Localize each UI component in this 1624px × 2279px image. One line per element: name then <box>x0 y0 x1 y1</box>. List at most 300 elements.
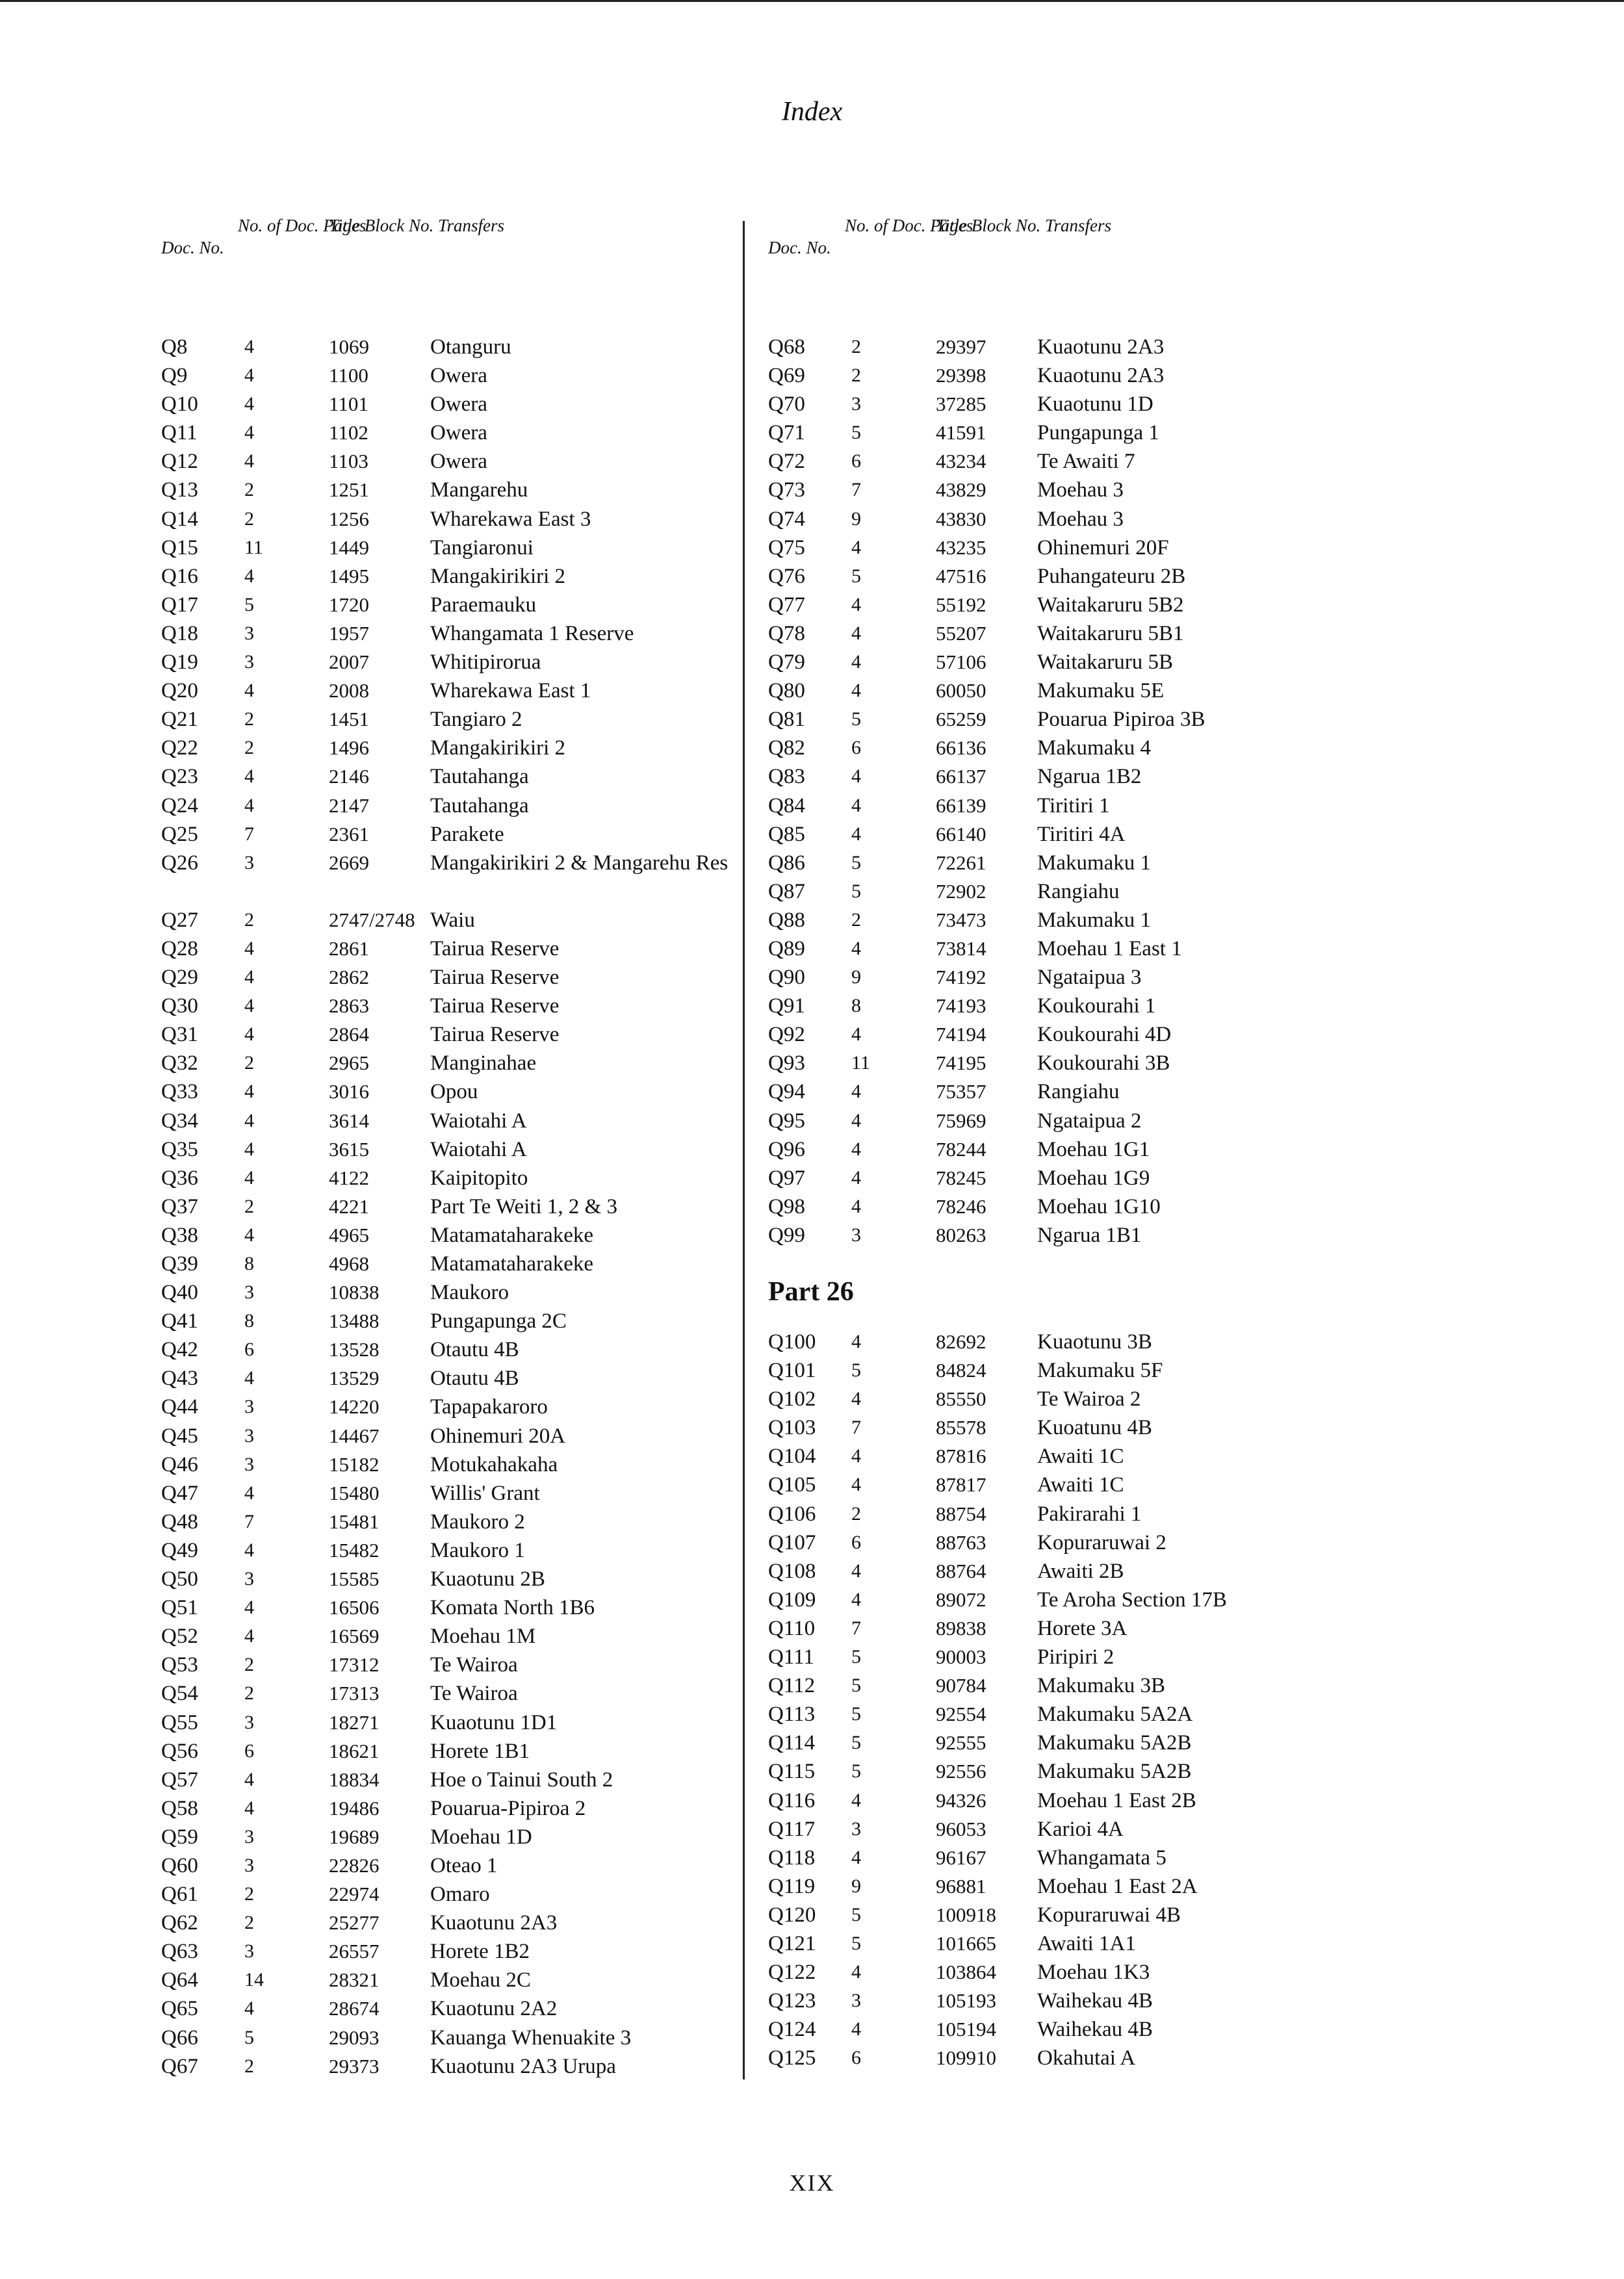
block-name: Moehau 1G10 <box>1037 1194 1161 1218</box>
doc-number: Q112 <box>768 1674 816 1698</box>
title-block-number: 22826 <box>329 1853 380 1877</box>
index-row <box>768 1786 1340 1815</box>
index-row <box>768 1221 1340 1250</box>
doc-number: Q83 <box>768 765 805 789</box>
doc-number: Q80 <box>768 679 805 703</box>
index-row <box>768 1107 1340 1135</box>
header-title-block: Title Block No. Transfers <box>329 216 505 235</box>
page-count: 2 <box>851 336 861 357</box>
page-count: 8 <box>851 995 861 1017</box>
index-row <box>161 619 733 648</box>
title-block-number: 66136 <box>936 736 986 760</box>
doc-number: Q74 <box>768 507 805 531</box>
title-block-number: 28674 <box>329 1997 380 2020</box>
left-column <box>161 214 733 2081</box>
title-block-number: 18834 <box>329 1768 380 1791</box>
index-row <box>768 1557 1340 1586</box>
index-row <box>161 734 733 762</box>
block-name: Kuaotunu 2A3 <box>430 1911 558 1935</box>
title-block-number: 2864 <box>329 1023 369 1046</box>
block-name: Kuaotunu 2A2 <box>430 1997 558 2021</box>
title-block-number: 2361 <box>329 822 369 845</box>
index-row <box>161 390 733 418</box>
doc-number: Q16 <box>161 564 198 588</box>
doc-number: Q91 <box>768 994 805 1018</box>
block-name: Koukourahi 4D <box>1037 1023 1172 1047</box>
doc-number: Q9 <box>161 364 188 388</box>
index-row <box>161 1107 733 1135</box>
page-count: 4 <box>244 1797 254 1819</box>
page-count: 4 <box>851 2018 861 2041</box>
index-row <box>768 534 1340 562</box>
page-count: 9 <box>851 508 861 530</box>
index-row <box>161 505 733 534</box>
block-name: Wharekawa East 1 <box>430 679 591 703</box>
index-row <box>768 591 1340 619</box>
doc-number: Q79 <box>768 650 805 675</box>
doc-number: Q36 <box>161 1166 198 1190</box>
title-block-number: 18271 <box>329 1710 380 1734</box>
doc-number: Q39 <box>161 1252 198 1276</box>
block-name: Moehau 1K3 <box>1037 1961 1150 1985</box>
doc-number: Q93 <box>768 1051 805 1075</box>
page-count: 4 <box>244 1081 254 1103</box>
doc-number: Q22 <box>161 736 198 760</box>
doc-number: Q30 <box>161 994 198 1018</box>
block-name: Waiu <box>430 908 475 932</box>
block-name: Ngarua 1B2 <box>1037 765 1142 789</box>
title-block-number: 1103 <box>329 450 368 473</box>
index-row <box>161 1364 733 1393</box>
index-row <box>161 705 733 734</box>
block-name: Kuaotunu 1D1 <box>430 1710 558 1734</box>
page-count: 4 <box>851 1846 861 1868</box>
page-count: 2 <box>244 1654 254 1676</box>
index-row <box>768 2015 1340 2044</box>
title-block-number: 78246 <box>936 1194 986 1218</box>
title-block-number: 16569 <box>329 1625 380 1648</box>
title-block-number: 96881 <box>936 1874 986 1898</box>
title-block-number: 74192 <box>936 966 986 989</box>
block-name: Makumaku 5E <box>1037 679 1165 703</box>
title-block-number: 90003 <box>936 1645 986 1669</box>
page-count: 2 <box>244 737 254 759</box>
title-block-number: 1957 <box>329 621 369 645</box>
title-block-number: 60050 <box>936 679 986 702</box>
doc-number: Q103 <box>768 1416 816 1440</box>
index-row <box>768 1077 1340 1106</box>
doc-number: Q27 <box>161 908 198 932</box>
title-block-number: 15480 <box>329 1481 380 1504</box>
page-count: 5 <box>851 1675 861 1697</box>
page-count: 7 <box>851 1617 861 1639</box>
block-name: Omaro <box>430 1883 490 1907</box>
page-count: 4 <box>851 622 861 644</box>
doc-number: Q25 <box>161 822 198 846</box>
title-block-number: 80263 <box>936 1223 986 1246</box>
title-block-number: 75969 <box>936 1109 986 1132</box>
block-name: Kuaotunu 1D <box>1037 393 1154 417</box>
index-row <box>768 934 1340 963</box>
doc-number: Q42 <box>161 1338 198 1362</box>
block-name: Kuaotunu 3B <box>1037 1330 1152 1354</box>
doc-number: Q48 <box>161 1510 198 1534</box>
title-block-number: 13488 <box>329 1309 380 1333</box>
page-count: 4 <box>244 1024 254 1046</box>
title-block-number: 4965 <box>329 1223 369 1246</box>
index-row <box>161 361 733 390</box>
doc-number: Q76 <box>768 564 805 588</box>
page-count: 2 <box>244 1912 254 1934</box>
block-name: Wharekawa East 3 <box>430 507 591 531</box>
doc-number: Q124 <box>768 2018 816 2042</box>
page-count: 5 <box>851 1646 861 1668</box>
header-no-of-pages: No. of Doc. Pages <box>238 216 367 235</box>
index-row <box>161 1823 733 1851</box>
doc-number: Q87 <box>768 879 805 903</box>
page-count: 4 <box>851 1388 861 1410</box>
title-block-number: 1102 <box>329 421 368 444</box>
block-name: Waitakaruru 5B1 <box>1037 621 1184 645</box>
block-name: Owera <box>430 421 487 445</box>
title-block-number: 1069 <box>329 335 369 358</box>
page-count: 4 <box>851 1331 861 1352</box>
index-row <box>768 476 1340 504</box>
title-block-number: 1495 <box>329 564 369 587</box>
doc-number: Q35 <box>161 1137 198 1161</box>
index-row <box>768 1356 1340 1385</box>
index-row <box>768 333 1340 361</box>
doc-number: Q110 <box>768 1616 816 1640</box>
doc-number: Q66 <box>161 2026 198 2050</box>
block-name: Whangamata 1 Reserve <box>430 621 634 645</box>
title-block-number: 3614 <box>329 1109 369 1132</box>
doc-number: Q105 <box>768 1473 816 1497</box>
index-row <box>768 1700 1340 1729</box>
index-row <box>161 1049 733 1077</box>
title-block-number: 22974 <box>329 1883 380 1906</box>
page-count: 8 <box>244 1310 254 1332</box>
page-count: 2 <box>851 908 861 931</box>
doc-number: Q8 <box>161 335 188 359</box>
page-count: 4 <box>244 1367 254 1389</box>
index-row <box>161 992 733 1020</box>
page-count: 4 <box>244 365 254 387</box>
doc-number: Q118 <box>768 1846 816 1870</box>
title-block-number: 92555 <box>936 1731 986 1755</box>
block-name: Awaiti 1A1 <box>1037 1931 1136 1955</box>
block-name: Moehau 1M <box>430 1625 536 1649</box>
part-26-index-list <box>768 1328 1340 2072</box>
block-name: Rangiahu <box>1037 1080 1120 1104</box>
title-block-number: 14467 <box>329 1424 380 1447</box>
doc-number: Q45 <box>161 1424 198 1448</box>
index-row <box>768 505 1340 534</box>
block-name: Motukahakaha <box>430 1452 558 1476</box>
page-count: 4 <box>851 1588 861 1610</box>
block-name: Karioi 4A <box>1037 1817 1124 1841</box>
doc-number: Q62 <box>161 1911 198 1935</box>
doc-number: Q90 <box>768 966 805 990</box>
title-block-number: 82692 <box>936 1330 986 1353</box>
index-row <box>768 390 1340 418</box>
doc-number: Q28 <box>161 936 198 960</box>
page-count: 7 <box>244 823 254 845</box>
index-row <box>768 447 1340 476</box>
index-row <box>161 1221 733 1250</box>
page-count: 4 <box>851 1789 861 1811</box>
index-row <box>161 562 733 591</box>
block-name: Waitakaruru 5B2 <box>1037 593 1184 617</box>
doc-number: Q31 <box>161 1023 198 1047</box>
doc-number: Q114 <box>768 1731 816 1755</box>
doc-number: Q82 <box>768 736 805 760</box>
doc-number: Q69 <box>768 364 805 388</box>
title-block-number: 1496 <box>329 736 369 760</box>
header-no-of-pages: No. of Doc. Pages <box>845 216 973 235</box>
index-row <box>161 1020 733 1049</box>
page-count: 3 <box>244 851 254 873</box>
index-row <box>161 1250 733 1278</box>
title-block-number: 2861 <box>329 936 369 960</box>
title-block-number: 92556 <box>936 1760 986 1783</box>
doc-number: Q106 <box>768 1502 816 1526</box>
title-block-number: 1256 <box>329 507 369 530</box>
index-row <box>161 1966 733 1994</box>
title-block-number: 43829 <box>936 478 986 502</box>
block-name: Tiritiri 1 <box>1037 793 1110 818</box>
title-block-number: 55207 <box>936 621 986 645</box>
page-count: 8 <box>244 1253 254 1274</box>
block-name: Opou <box>430 1080 478 1104</box>
page-count: 3 <box>244 651 254 673</box>
page-count: 3 <box>851 1224 861 1246</box>
index-row <box>161 1565 733 1593</box>
index-row <box>768 734 1340 762</box>
index-row <box>768 1987 1340 2015</box>
page-count: 3 <box>244 622 254 644</box>
page-count: 3 <box>244 1453 254 1475</box>
index-row <box>161 1479 733 1508</box>
title-block-number: 78244 <box>936 1137 986 1161</box>
page-count: 4 <box>244 565 254 587</box>
title-block-number: 1449 <box>329 535 369 559</box>
title-block-number: 2863 <box>329 994 369 1018</box>
index-row <box>161 1794 733 1823</box>
page-count: 4 <box>851 1166 861 1189</box>
block-name: Moehau 3 <box>1037 507 1124 531</box>
page-count: 11 <box>851 1052 870 1074</box>
block-name: Tairua Reserve <box>430 966 560 990</box>
title-block-number: 84824 <box>936 1359 986 1382</box>
title-block-number: 89838 <box>936 1616 986 1640</box>
title-block-number: 2965 <box>329 1051 369 1075</box>
doc-number: Q10 <box>161 393 198 417</box>
index-row <box>768 963 1340 992</box>
doc-number: Q21 <box>161 708 198 732</box>
title-block-number: 43234 <box>936 450 986 473</box>
index-row <box>768 648 1340 676</box>
page-count: 4 <box>851 651 861 673</box>
doc-number: Q117 <box>768 1817 816 1841</box>
block-name: Tautahanga <box>430 765 529 789</box>
title-block-number: 17313 <box>329 1682 380 1705</box>
index-row <box>768 1815 1340 1844</box>
title-block-number: 85550 <box>936 1387 986 1411</box>
title-block-number: 43235 <box>936 535 986 559</box>
block-name: Pungapunga 2C <box>430 1309 567 1333</box>
index-row <box>161 476 733 504</box>
block-name: Makumaku 1 <box>1037 908 1152 932</box>
block-name: Moehau 1 East 2A <box>1037 1874 1198 1898</box>
doc-number: Q20 <box>161 679 198 703</box>
block-name: Horete 1B2 <box>430 1940 530 1964</box>
doc-number: Q113 <box>768 1703 816 1727</box>
index-row <box>768 1413 1340 1442</box>
index-row <box>768 562 1340 591</box>
page-count: 4 <box>244 1597 254 1619</box>
title-block-number: 4221 <box>329 1194 369 1218</box>
page-count: 2 <box>244 1052 254 1074</box>
title-block-number: 96053 <box>936 1817 986 1840</box>
page-count: 5 <box>851 880 861 902</box>
block-name: Waiotahi A <box>430 1137 527 1161</box>
index-row <box>768 1901 1340 1929</box>
page-count: 6 <box>244 1740 254 1762</box>
title-block-number: 74194 <box>936 1023 986 1046</box>
title-block-number: 2747/2748 <box>329 908 415 931</box>
index-row <box>768 792 1340 820</box>
block-name: Moehau 1 East 1 <box>1037 936 1182 960</box>
page-count: 4 <box>851 1560 861 1582</box>
column-divider <box>743 221 745 2079</box>
page-count: 4 <box>244 1138 254 1160</box>
doc-number: Q109 <box>768 1588 816 1612</box>
block-name: Tangiaronui <box>430 535 534 560</box>
doc-number: Q23 <box>161 765 198 789</box>
page-count: 11 <box>244 536 263 558</box>
title-block-number: 26557 <box>329 1940 380 1963</box>
header-title-block: Title Block No. Transfers <box>936 216 1112 235</box>
block-name: Ngataipua 3 <box>1037 966 1142 990</box>
block-name: Makumaku 1 <box>1037 851 1152 875</box>
doc-number: Q86 <box>768 851 805 875</box>
doc-number: Q32 <box>161 1051 198 1075</box>
block-name: Makumaku 5A2B <box>1037 1760 1192 1784</box>
page-count: 7 <box>851 479 861 501</box>
doc-number: Q89 <box>768 936 805 960</box>
block-name: Owera <box>430 364 487 388</box>
block-name: Ngarua 1B1 <box>1037 1223 1142 1247</box>
block-name: Kopuraruwai 2 <box>1037 1530 1166 1554</box>
page-count: 6 <box>851 737 861 759</box>
index-row <box>768 361 1340 390</box>
block-name: Tairua Reserve <box>430 936 560 960</box>
doc-number: Q41 <box>161 1309 198 1333</box>
block-name: Kaipitopito <box>430 1166 528 1190</box>
page-count: 2 <box>244 1195 254 1217</box>
doc-number: Q65 <box>161 1997 198 2021</box>
doc-number: Q24 <box>161 793 198 818</box>
page-count: 4 <box>244 937 254 959</box>
page-count: 5 <box>851 1903 861 1925</box>
index-row <box>161 1622 733 1651</box>
doc-number: Q60 <box>161 1853 198 1877</box>
doc-number: Q95 <box>768 1109 805 1133</box>
doc-number: Q53 <box>161 1653 198 1677</box>
block-name: Manginahae <box>430 1051 537 1075</box>
index-row <box>768 705 1340 734</box>
index-row <box>768 1614 1340 1643</box>
block-name: Kuaotunu 2A3 <box>1037 335 1165 359</box>
block-name: Kuaotunu 2B <box>430 1567 545 1591</box>
page-count: 4 <box>244 794 254 816</box>
page-count: 5 <box>851 1703 861 1725</box>
doc-number: Q17 <box>161 593 198 617</box>
page-count: 2 <box>244 479 254 501</box>
page-count: 3 <box>244 1825 254 1848</box>
doc-number: Q85 <box>768 822 805 846</box>
doc-number: Q54 <box>161 1682 198 1706</box>
block-name: Moehau 1 East 2B <box>1037 1788 1196 1812</box>
header-doc-no: Doc. No. <box>161 238 224 257</box>
title-block-number: 19689 <box>329 1825 380 1848</box>
index-row <box>768 1500 1340 1528</box>
index-row <box>768 1164 1340 1192</box>
page-count: 4 <box>851 1961 861 1983</box>
index-row <box>768 1844 1340 1872</box>
title-block-number: 1100 <box>329 364 368 387</box>
column-headers <box>768 214 1340 312</box>
block-name: Awaiti 1C <box>1037 1445 1124 1469</box>
doc-number: Q70 <box>768 393 805 417</box>
index-row <box>768 1442 1340 1471</box>
page-count: 3 <box>244 1396 254 1418</box>
doc-number: Q56 <box>161 1739 198 1763</box>
title-block-number: 103864 <box>936 1961 996 1984</box>
index-row <box>768 2044 1340 2072</box>
index-row <box>161 963 733 992</box>
title-block-number: 105194 <box>936 2018 996 2041</box>
doc-number: Q68 <box>768 335 805 359</box>
part-heading: Part 26 <box>768 1277 854 1307</box>
doc-number: Q37 <box>161 1194 198 1218</box>
block-name: Tairua Reserve <box>430 1023 560 1047</box>
index-row <box>768 1872 1340 1901</box>
block-name: Rangiahu <box>1037 879 1120 903</box>
block-name: Part Te Weiti 1, 2 & 3 <box>430 1194 618 1218</box>
page-count: 7 <box>244 1510 254 1532</box>
page-count: 4 <box>244 966 254 988</box>
right-column <box>768 214 1340 2072</box>
page-count: 4 <box>851 536 861 558</box>
index-row <box>768 762 1340 791</box>
page-count: 4 <box>244 393 254 415</box>
block-name: Awaiti 2B <box>1037 1559 1124 1583</box>
doc-number: Q111 <box>768 1645 814 1669</box>
page-count: 4 <box>851 794 861 816</box>
block-name: Waitakaruru 5B <box>1037 650 1174 675</box>
block-name: Maukoro 2 <box>430 1510 525 1534</box>
block-name: Tapapakaroro <box>430 1395 548 1419</box>
title-block-number: 74193 <box>936 994 986 1018</box>
block-name: Makumaku 5F <box>1037 1359 1163 1383</box>
doc-number: Q43 <box>161 1367 198 1391</box>
title-block-number: 94326 <box>936 1788 986 1812</box>
doc-number: Q67 <box>161 2054 198 2078</box>
index-row <box>161 792 733 820</box>
doc-number: Q92 <box>768 1023 805 1047</box>
